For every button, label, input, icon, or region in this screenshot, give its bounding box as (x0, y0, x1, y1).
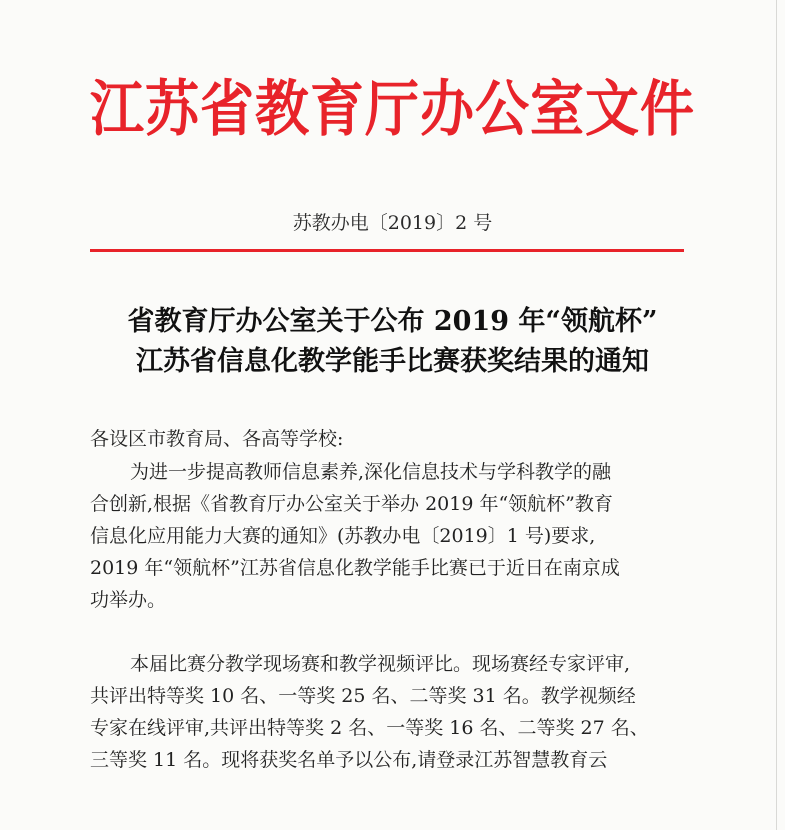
salutation: 各设区市教育局、各高等学校: (90, 428, 344, 450)
document-title (0, 302, 785, 382)
paragraph-line: 功举办。 (90, 589, 167, 611)
paragraph-line: 三等奖 11 名。现将获奖名单予以公布,请登录江苏智慧教育云 (90, 749, 608, 771)
paragraph-line: 2019 年“领航杯”江苏省信息化教学能手比赛已于近日在南京成 (90, 557, 620, 579)
scan-edge-line (776, 0, 777, 830)
paragraph-line: 本届比赛分教学现场赛和教学视频评比。现场赛经专家评审, (130, 653, 631, 675)
paragraph-line: 为进一步提高教师信息素养,深化信息技术与学科教学的融 (130, 461, 612, 483)
red-divider-rule (90, 249, 684, 252)
document-number: 苏教办电〔2019〕2 号 (292, 212, 493, 234)
paragraph-1 (90, 456, 690, 616)
paragraph-line: 合创新,根据《省教育厅办公室关于举办 2019 年“领航杯”教育 (90, 493, 613, 515)
title-line-1: 省教育厅办公室关于公布 2019 年“领航杯” (127, 306, 658, 337)
paragraph-line: 专家在线评审,共评出特等奖 2 名、一等奖 16 名、二等奖 27 名、 (90, 717, 649, 739)
paragraph-2 (90, 648, 690, 776)
paragraph-line: 信息化应用能力大赛的通知》(苏教办电〔2019〕1 号)要求, (90, 525, 596, 547)
paragraph-line: 共评出特等奖 10 名、一等奖 25 名、二等奖 31 名。教学视频经 (90, 685, 636, 707)
issuer-header: 江苏省教育厅办公室文件 (90, 73, 695, 145)
title-line-2: 江苏省信息化教学能手比赛获奖结果的通知 (136, 346, 649, 377)
